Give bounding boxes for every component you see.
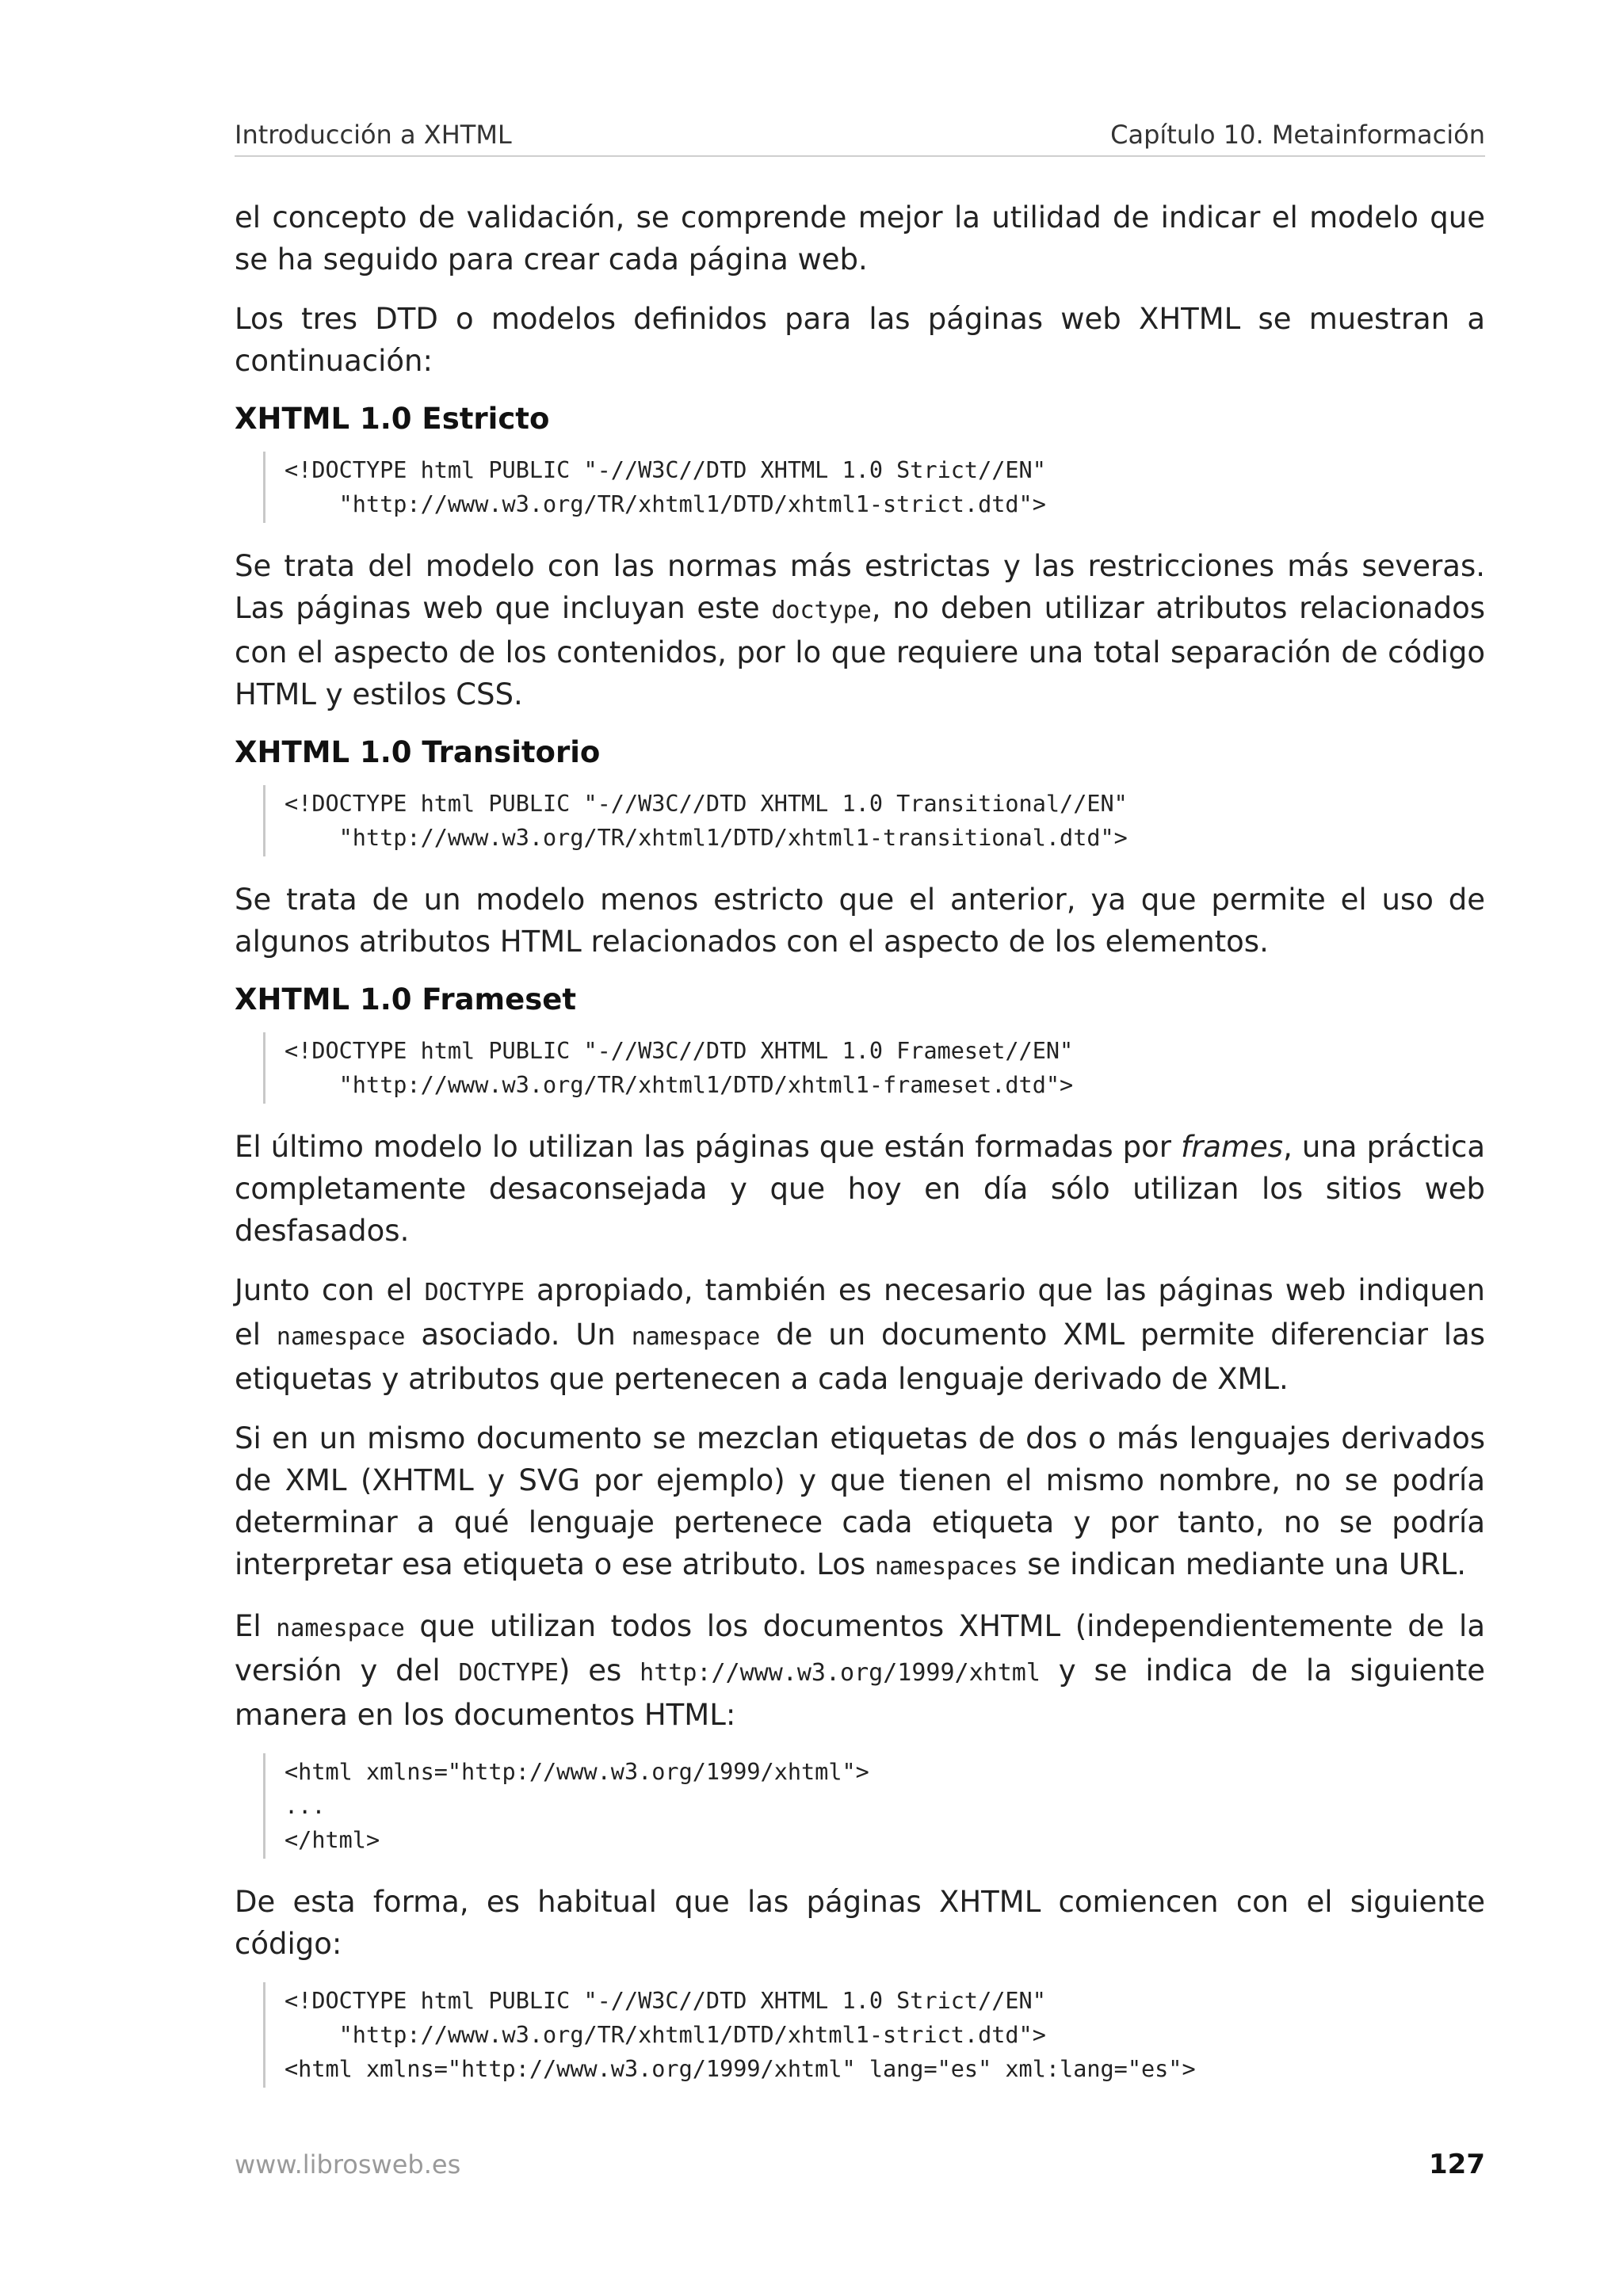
paragraph-namespace-mixing — [235, 1417, 1485, 1588]
text-segment: Junto con el — [235, 1273, 425, 1307]
paragraph-transitional-description: Se trata de un modelo menos estricto que el anterior, ya que permite el uso de algunos atributos HTML relacionados con el aspecto de los elementos. — [235, 883, 1485, 959]
paragraph-xhtml-namespace — [235, 1605, 1485, 1736]
paragraph-validation: el concepto de validación, se comprende mejor la utilidad de indicar el modelo que se ha seguido para crear cada página web. — [235, 200, 1485, 277]
code-block-strict: <!DOCTYPE html PUBLIC "-//W3C//DTD XHTML 1.0 Strict//EN" "http://www.w3.org/TR/xhtml1/DTD/xhtml1-strict.dtd"> — [263, 452, 1485, 523]
paragraph-namespace-intro — [235, 1269, 1485, 1400]
text-segment: apropiado, también es necesario que las páginas web indiquen el — [235, 1273, 1485, 1352]
inline-code: DOCTYPE — [424, 1279, 525, 1306]
text-segment: El último modelo lo utilizan las páginas que están formadas por — [235, 1130, 1182, 1164]
text-segment: ) es — [558, 1653, 640, 1688]
text-segment: Si en un mismo documento se mezclan etiquetas de dos o más lenguajes derivados de XML (XHTML y SVG por ejemplo) y que tienen el mismo nombre, no se podría determinar a qué lenguaje pertenece cada etiqueta y por tanto, no se podría interpretar esa etiqueta o ese atributo. Los — [235, 1421, 1485, 1581]
code-block-namespace: <html xmlns="http://www.w3.org/1999/xhtml"> ... </html> — [263, 1753, 1485, 1859]
paragraph-strict-description — [235, 545, 1485, 715]
text-segment: , no deben utilizar atributos relacionados con el aspecto de los contenidos, por lo que requiere una total separación de código HTML y estilos CSS. — [235, 591, 1485, 711]
text-segment: Se trata del modelo con las normas más estrictas y las restricciones más severas. Las páginas web que incluyan este — [235, 549, 1485, 625]
inline-code: DOCTYPE — [458, 1659, 559, 1687]
code-block-full-example: <!DOCTYPE html PUBLIC "-//W3C//DTD XHTML 1.0 Strict//EN" "http://www.w3.org/TR/xhtml1/DTD/xhtml1-strict.dtd"> <html xmlns="http://www.w3.org/1999/xhtml" lang="es" xml:lang="es"> — [263, 1982, 1485, 2088]
inline-code-url: http://www.w3.org/1999/xhtml — [640, 1659, 1041, 1687]
paragraph-frameset-description — [235, 1126, 1485, 1252]
heading-strict: XHTML 1.0 Estricto — [235, 402, 550, 436]
inline-code: namespace — [276, 1323, 406, 1351]
text-segment: de un documento XML permite diferenciar las etiquetas y atributos que pertenecen a cada lenguaje derivado de XML. — [235, 1318, 1486, 1396]
running-header — [235, 119, 1485, 157]
text-segment: , una práctica completamente desaconsejada y que hoy en día sólo utilizan los sitios web desfasados. — [235, 1130, 1485, 1248]
code-block-frameset: <!DOCTYPE html PUBLIC "-//W3C//DTD XHTML 1.0 Frameset//EN" "http://www.w3.org/TR/xhtml1/DTD/xhtml1-frameset.dtd"> — [263, 1032, 1485, 1104]
footer-website: www.librosweb.es — [235, 2149, 461, 2180]
text-segment: y se indica de la siguiente manera en los documentos HTML: — [235, 1653, 1485, 1732]
paragraph-full-example-intro: De esta forma, es habitual que las páginas XHTML comiencen con el siguiente código: — [235, 1885, 1485, 1961]
emphasis-text: frames — [1181, 1130, 1284, 1164]
page-content — [235, 196, 1485, 2110]
text-segment: asociado. Un — [405, 1318, 632, 1352]
text-segment: El — [235, 1609, 277, 1643]
text-segment: que utilizan todos los documentos XHTML (independientemente de la versión y del — [235, 1609, 1485, 1688]
heading-transitional: XHTML 1.0 Transitorio — [235, 735, 601, 769]
heading-frameset: XHTML 1.0 Frameset — [235, 982, 577, 1016]
page-footer — [235, 2149, 1485, 2180]
page-number: 127 — [1429, 2149, 1485, 2180]
text-segment: se indican mediante una URL. — [1018, 1547, 1467, 1581]
header-chapter-title: Capítulo 10. Metainformación — [1110, 120, 1485, 150]
inline-code: doctype — [771, 597, 872, 624]
code-block-transitional: <!DOCTYPE html PUBLIC "-//W3C//DTD XHTML 1.0 Transitional//EN" "http://www.w3.org/TR/xhtml1/DTD/xhtml1-transitional.dtd"> — [263, 785, 1485, 856]
header-book-title: Introducción a XHTML — [235, 120, 512, 150]
inline-code: namespaces — [874, 1553, 1018, 1581]
inline-code: namespace — [276, 1615, 405, 1642]
inline-code: namespace — [631, 1323, 761, 1351]
paragraph-dtd-intro: Los tres DTD o modelos definidos para las páginas web XHTML se muestran a continuación: — [235, 302, 1485, 378]
